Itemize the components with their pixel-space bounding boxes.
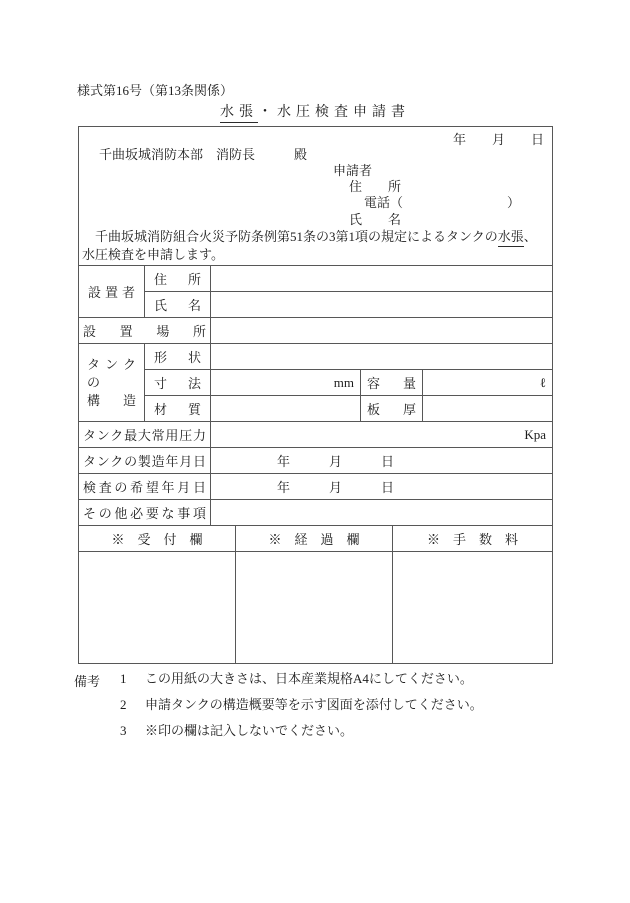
installer-address-label: 住所 <box>145 266 211 292</box>
reception-box <box>79 552 236 664</box>
location-field <box>211 318 553 344</box>
capacity-label: 容量 <box>361 370 423 396</box>
installer-name-field <box>211 292 553 318</box>
other-items-label: その他必要な事項 <box>79 500 211 526</box>
note-item <box>74 671 574 687</box>
inspection-date-field: 年 月 日 <box>211 474 553 500</box>
plate-thickness-field <box>423 396 553 422</box>
form-code: 様式第16号（第13条関係） <box>77 83 234 98</box>
installer-name-label: 氏名 <box>145 292 211 318</box>
note-number: 2 <box>120 697 127 712</box>
location-label: 設置場所 <box>79 318 211 344</box>
notes-label: 備考 <box>74 674 101 689</box>
plate-thickness-label: 板厚 <box>361 396 423 422</box>
shape-field <box>211 344 553 370</box>
max-pressure-label: タンク最大常用圧力 <box>79 422 211 448</box>
tank-structure-label: タンクの 構造 <box>79 344 145 422</box>
applicant-address-label: 住 所 <box>349 179 402 194</box>
statement-line-2: 水圧検査を申請します。 <box>82 247 224 262</box>
progress-box <box>236 552 393 664</box>
manufacture-date-field: 年 月 日 <box>211 448 553 474</box>
material-field <box>211 396 361 422</box>
note-text: 申請タンクの構造概要等を示す図面を添付してください。 <box>145 697 483 712</box>
max-pressure-field: Kpa <box>211 422 553 448</box>
date-line: 年 月 日 <box>453 132 545 147</box>
fee-column-header: ※ 手 数 料 <box>393 526 553 552</box>
inspection-date-label: 検査の希望年月日 <box>79 474 211 500</box>
applicant-name-label: 氏 名 <box>349 212 402 227</box>
title-underlined-part: 水張 <box>220 105 258 123</box>
installer-label: 設置者 <box>79 266 145 318</box>
note-item <box>74 697 574 713</box>
reception-column-header: ※ 受 付 欄 <box>79 526 236 552</box>
other-items-field <box>211 500 553 526</box>
notes-section <box>74 671 574 749</box>
applicant-phone-label: 電話（ ） <box>364 195 521 210</box>
note-text: この用紙の大きさは、日本産業規格A4にしてください。 <box>145 671 473 686</box>
note-number: 3 <box>120 723 127 738</box>
note-text: ※印の欄は記入しないでください。 <box>145 723 354 738</box>
application-statement <box>82 228 549 264</box>
progress-column-header: ※ 経 過 欄 <box>236 526 393 552</box>
dimensions-field: mm <box>211 370 361 396</box>
fee-box <box>393 552 553 664</box>
statement-line-1: 千曲坂城消防組合火災予防条例第51条の3第1項の規定によるタンクの水張、 <box>82 228 549 246</box>
application-table <box>78 126 553 664</box>
header-cell <box>79 127 553 266</box>
capacity-field: ℓ <box>423 370 553 396</box>
statement-underlined: 水張 <box>498 229 524 247</box>
addressee: 千曲坂城消防本部 消防長 殿 <box>99 147 308 162</box>
manufacture-date-label: タンクの製造年月日 <box>79 448 211 474</box>
material-label: 材質 <box>145 396 211 422</box>
applicant-label: 申請者 <box>333 163 373 178</box>
note-item <box>74 723 574 739</box>
dimensions-label: 寸法 <box>145 370 211 396</box>
installer-address-field <box>211 266 553 292</box>
shape-label: 形状 <box>145 344 211 370</box>
page-title <box>0 101 630 121</box>
note-number: 1 <box>120 671 127 686</box>
title-rest-part: ・水圧検査申請書 <box>258 105 410 120</box>
